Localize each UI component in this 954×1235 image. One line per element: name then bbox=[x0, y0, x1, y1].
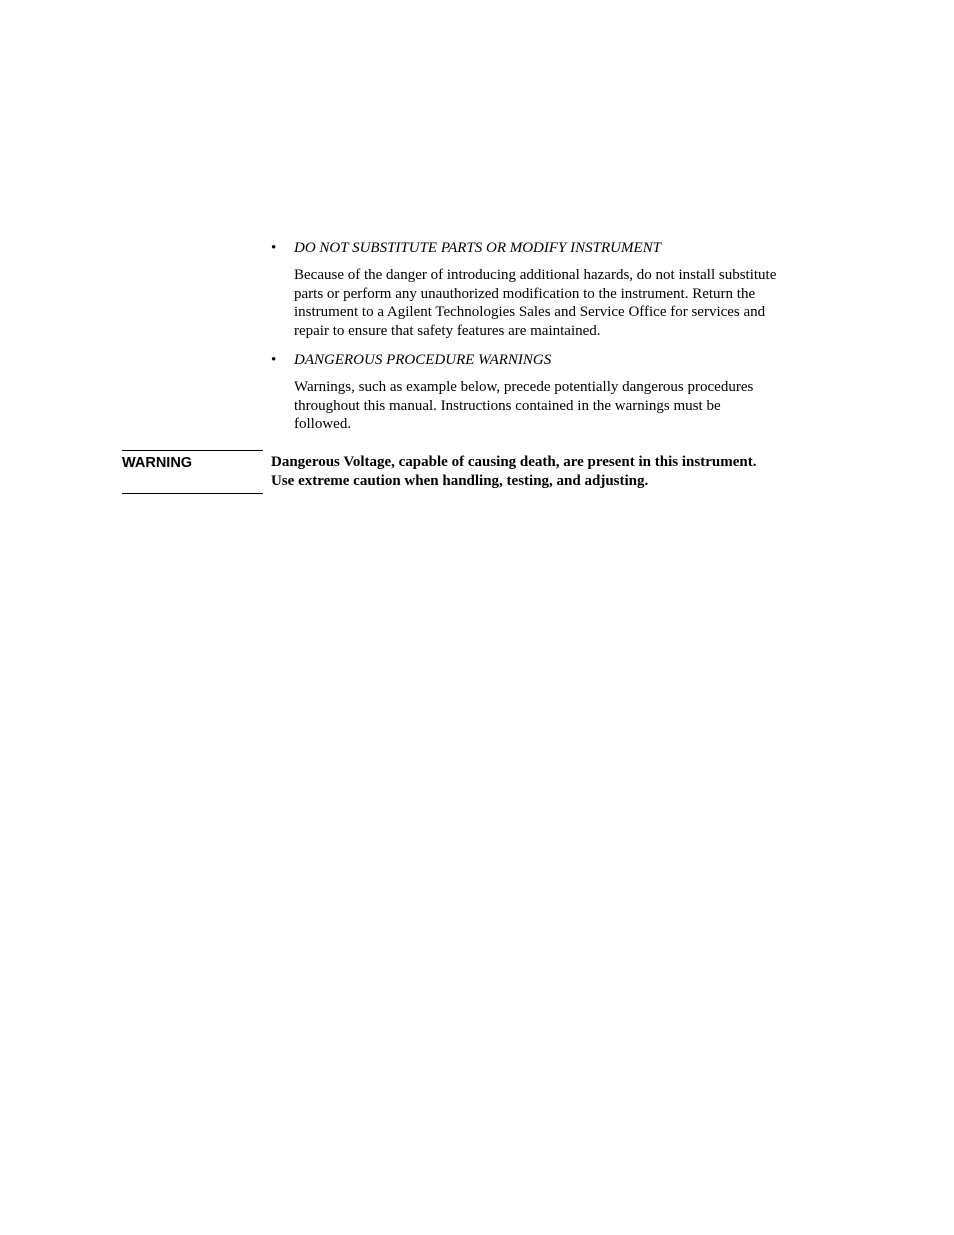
bullet-heading-row bbox=[271, 350, 811, 370]
body-line: repair to ensure that safety features are maintained. bbox=[294, 322, 601, 339]
warning-label: WARNING bbox=[122, 455, 193, 471]
warning-text bbox=[271, 453, 811, 490]
bullet-title: DANGEROUS PROCEDURE WARNINGS bbox=[294, 352, 552, 368]
warning-label-box bbox=[122, 450, 263, 494]
bullet-body-text bbox=[294, 266, 804, 340]
warning-line: Use extreme caution when handling, testing, and adjusting. bbox=[271, 472, 649, 489]
body-line: instrument to a Agilent Technologies Sales and Service Office for services and bbox=[294, 304, 766, 321]
body-line: throughout this manual. Instructions contained in the warnings must be bbox=[294, 397, 721, 414]
bullet-title: DO NOT SUBSTITUTE PARTS OR MODIFY INSTRUMENT bbox=[294, 240, 661, 256]
bullet-icon: • bbox=[271, 240, 277, 256]
bullet-heading-row bbox=[271, 238, 811, 258]
bullet-body-text bbox=[294, 378, 804, 434]
bullet-item-substitute-parts bbox=[271, 238, 811, 340]
body-line: parts or perform any unauthorized modification to the instrument. Return the bbox=[294, 285, 756, 302]
body-line: Warnings, such as example below, precede potentially dangerous procedures bbox=[294, 379, 754, 395]
body-line: followed. bbox=[294, 416, 352, 433]
warning-line: Dangerous Voltage, capable of causing death, are present in this instrument. bbox=[271, 454, 757, 470]
bullet-icon: • bbox=[271, 352, 277, 368]
bullet-item-dangerous-procedure bbox=[271, 350, 811, 434]
body-line: Because of the danger of introducing additional hazards, do not install substitute bbox=[294, 267, 777, 283]
